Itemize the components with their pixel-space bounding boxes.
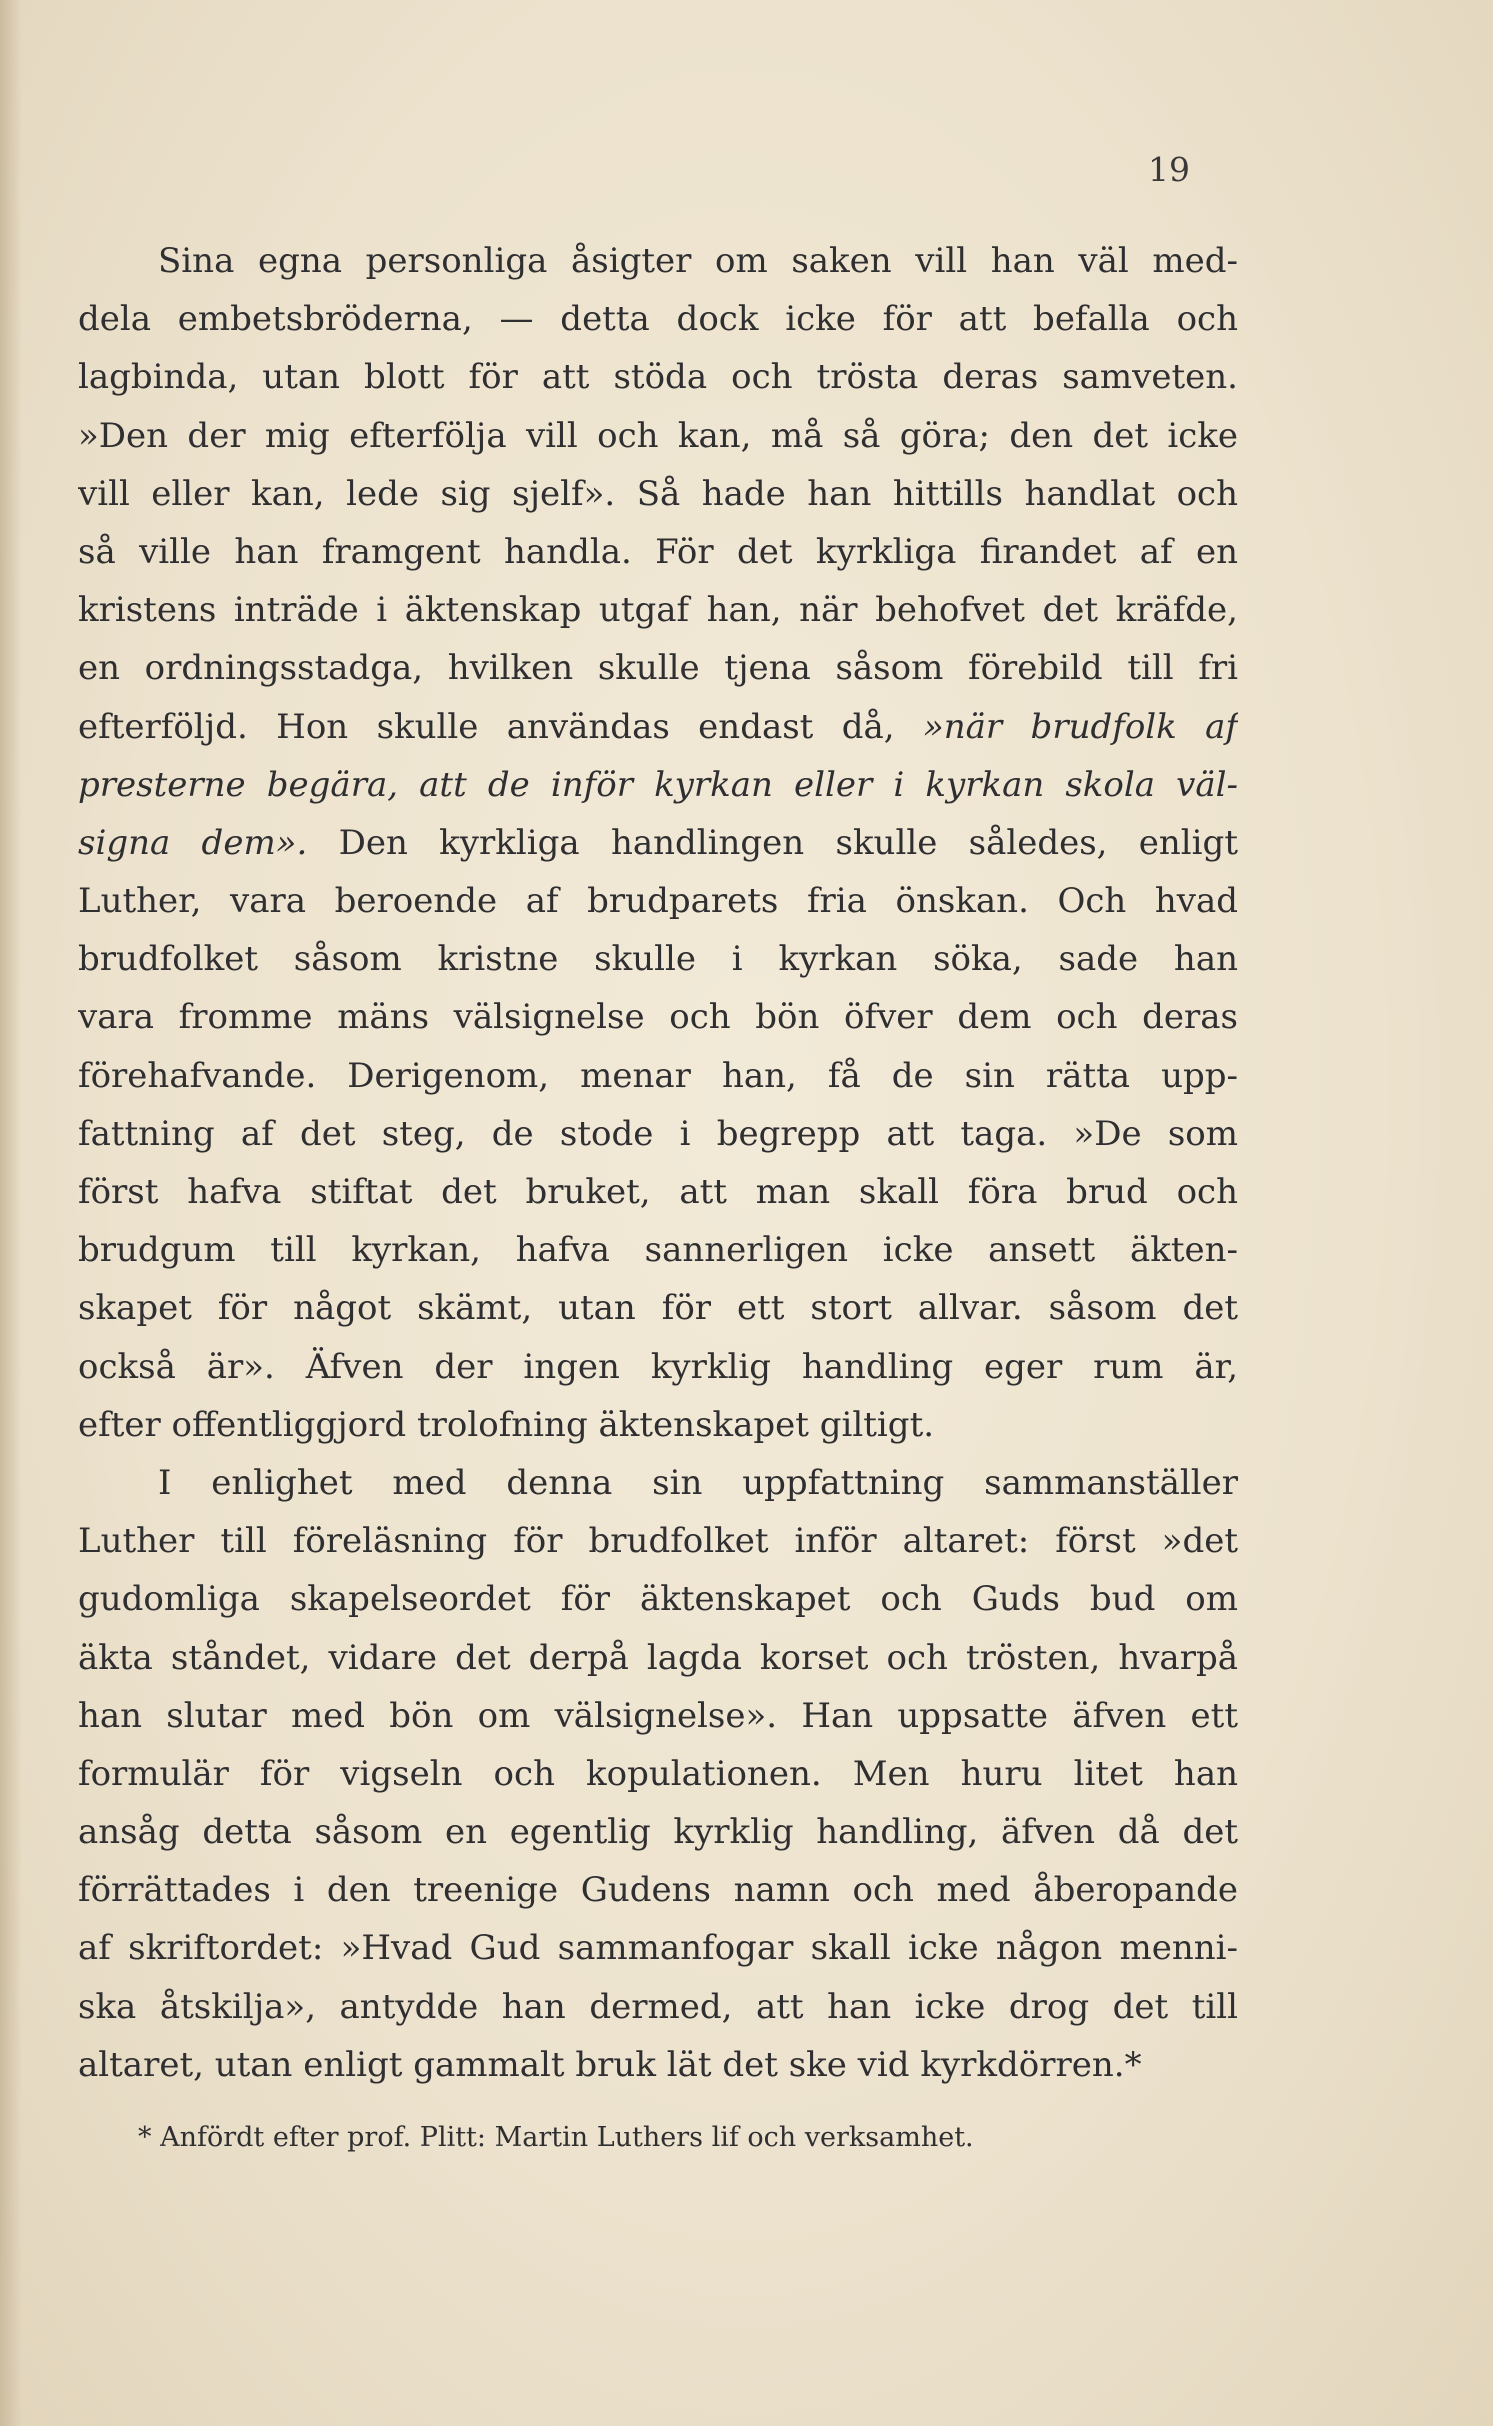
text-line: efter offentliggjord trolofning äktenskapet giltigt. — [78, 1404, 935, 1445]
text-line: ska åtskilja», antydde han dermed, att han icke drog det till — [78, 1986, 1238, 2027]
text-line — [78, 756, 1238, 814]
text-line: brudgum till kyrkan, hafva sannerligen icke ansett äkten- — [78, 1230, 1238, 1271]
text-line: »Den der mig efterfölja vill och kan, må så göra; den det icke — [78, 415, 1238, 456]
text-line: vara fromme mäns välsignelse och bön öfver dem och deras — [78, 997, 1238, 1038]
text-line: så ville han framgent handla. För det kyrkliga firandet af en — [78, 531, 1238, 572]
page-number: 19 — [1148, 150, 1190, 189]
text-line: altaret, utan enligt gammalt bruk lät det ske vid kyrkdörren.* — [78, 2044, 1142, 2085]
text-line: också är». Äfven der ingen kyrklig handling eger rum är, — [78, 1346, 1238, 1387]
text-line: han slutar med bön om välsignelse». Han uppsatte äfven ett — [78, 1695, 1238, 1736]
text-line: kristens inträde i äktenskap utgaf han, när behofvet det kräfde, — [78, 590, 1238, 631]
text-line: vill eller kan, lede sig sjelf». Så hade han hittills handlat och — [78, 473, 1238, 514]
text-line: formulär för vigseln och kopulationen. Men huru litet han — [78, 1753, 1238, 1794]
text-line: förehafvande. Derigenom, menar han, få de sin rätta upp- — [78, 1055, 1238, 1096]
footnote: * Anfördt efter prof. Plitt: Martin Luthers lif och verksamhet. — [138, 2122, 974, 2153]
body-text — [78, 232, 1238, 2094]
text-line: Luther till föreläsning för brudfolket inför altaret: först »det — [78, 1521, 1238, 1562]
text-line: af skriftordet: »Hvad Gud sammanfogar skall icke någon menni- — [78, 1928, 1238, 1969]
text-line: gudomliga skapelseordet för äktenskapet och Guds bud om — [78, 1579, 1238, 1620]
text-line: brudfolket såsom kristne skulle i kyrkan söka, sade han — [78, 939, 1238, 980]
text-line: dela embetsbröderna, — detta dock icke för att befalla och — [78, 299, 1238, 340]
text-line: skapet för något skämt, utan för ett stort allvar. såsom det — [78, 1288, 1238, 1329]
quoted-italic-text: presterne begära, att de inför kyrkan eller i kyrkan skola väl- — [78, 764, 1238, 805]
text-line: I enlighet med denna sin uppfattning sammanställer — [158, 1462, 1238, 1503]
text-line: ansåg detta såsom en egentlig kyrklig handling, äfven då det — [78, 1812, 1238, 1853]
text-segment: efterföljd. Hon skulle användas endast då, — [78, 706, 923, 747]
text-line: en ordningsstadga, hvilken skulle tjena såsom förebild till fri — [78, 648, 1238, 689]
text-line: äkta ståndet, vidare det derpå lagda korset och trösten, hvarpå — [78, 1637, 1238, 1678]
text-line: fattning af det steg, de stode i begrepp att taga. »De som — [78, 1113, 1238, 1154]
text-line — [78, 814, 1238, 872]
text-line: lagbinda, utan blott för att stöda och trösta deras samveten. — [78, 357, 1238, 398]
text-line: Luther, vara beroende af brudparets fria önskan. Och hvad — [78, 881, 1238, 922]
quoted-italic-text: signa dem». — [78, 822, 308, 863]
quoted-italic-text: »när brudfolk af — [922, 706, 1238, 747]
text-segment: Den kyrkliga handlingen skulle således, enligt — [307, 822, 1238, 863]
page-edge-shadow — [0, 0, 22, 2426]
text-line: förrättades i den treenige Gudens namn och med åberopande — [78, 1870, 1238, 1911]
text-line: Sina egna personliga åsigter om saken vill han väl med- — [158, 241, 1238, 281]
text-line — [78, 698, 1238, 756]
text-line: först hafva stiftat det bruket, att man skall föra brud och — [78, 1172, 1238, 1212]
